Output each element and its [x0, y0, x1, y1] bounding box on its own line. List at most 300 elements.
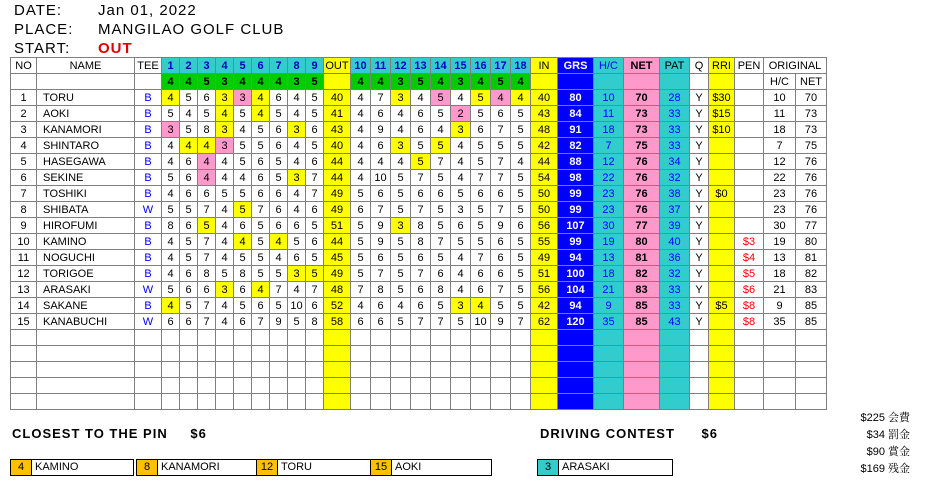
- gross-score: 82: [558, 138, 594, 154]
- blank: [764, 346, 796, 362]
- hole-score: 6: [491, 266, 511, 282]
- hole-score: 5: [306, 250, 324, 266]
- hole-score: 5: [198, 218, 216, 234]
- hole-score: 7: [491, 282, 511, 298]
- penalty: [735, 122, 764, 138]
- hole-score: 4: [234, 122, 252, 138]
- hole-score: 4: [162, 138, 180, 154]
- hole-number: 12: [391, 58, 411, 74]
- out-total: 40: [324, 138, 351, 154]
- player-tee: B: [135, 266, 162, 282]
- hole-score: 7: [511, 314, 531, 330]
- blank: [491, 378, 511, 394]
- hole-score: 7: [252, 202, 270, 218]
- blank: [234, 362, 252, 378]
- blank: [431, 378, 451, 394]
- blank: [216, 346, 234, 362]
- blank: [660, 330, 690, 346]
- winner-hole: 8: [137, 460, 158, 475]
- hole-score: 4: [216, 218, 234, 234]
- hole-score: 4: [198, 154, 216, 170]
- hole-score: 5: [270, 106, 288, 122]
- blank: [796, 362, 827, 378]
- place-value: MANGILAO GOLF CLUB: [98, 21, 285, 38]
- blank: [180, 394, 198, 410]
- out-total: 45: [324, 250, 351, 266]
- blank: [252, 346, 270, 362]
- par-value: 3: [391, 74, 411, 90]
- penalty: [735, 90, 764, 106]
- blank: [252, 394, 270, 410]
- blank: [660, 394, 690, 410]
- hole-score: 7: [491, 170, 511, 186]
- blank: [162, 394, 180, 410]
- par-value: 4: [234, 74, 252, 90]
- blank: [558, 330, 594, 346]
- hole-score: 5: [511, 266, 531, 282]
- blank: [531, 74, 558, 90]
- player-row: [11, 138, 827, 154]
- penalty: [735, 106, 764, 122]
- rri: [709, 250, 735, 266]
- hole-score: 6: [371, 314, 391, 330]
- player-no: 4: [11, 138, 37, 154]
- in-total: 50: [531, 186, 558, 202]
- money-label: 賞金: [888, 446, 910, 458]
- col-orig-net: NET: [796, 74, 827, 90]
- hole-score: 6: [411, 186, 431, 202]
- blank: [234, 378, 252, 394]
- hole-score: 5: [216, 186, 234, 202]
- player-row: [11, 202, 827, 218]
- blank: [764, 362, 796, 378]
- col-rri: RRI: [709, 58, 735, 74]
- blank: [288, 362, 306, 378]
- blank: [37, 330, 135, 346]
- hole-score: 6: [180, 170, 198, 186]
- par-value: 4: [471, 74, 491, 90]
- hole-score: 4: [162, 266, 180, 282]
- in-total: 50: [531, 202, 558, 218]
- hole-score: 7: [371, 90, 391, 106]
- penalty: [735, 218, 764, 234]
- hole-score: 6: [491, 234, 511, 250]
- blank: [351, 362, 371, 378]
- player-name: HASEGAWA: [37, 154, 135, 170]
- qualified: Y: [690, 170, 709, 186]
- qualified: Y: [690, 218, 709, 234]
- blank: [37, 394, 135, 410]
- hole-score: 6: [411, 250, 431, 266]
- blank: [624, 378, 660, 394]
- out-total: 49: [324, 202, 351, 218]
- out-total: 51: [324, 218, 351, 234]
- qualified: Y: [690, 106, 709, 122]
- closest-label: CLOSEST TO THE PIN: [12, 426, 168, 441]
- hole-score: 4: [491, 90, 511, 106]
- blank: [180, 362, 198, 378]
- date-label: DATE:: [14, 2, 63, 19]
- gross-score: 80: [558, 90, 594, 106]
- place-label: PLACE:: [14, 21, 74, 38]
- blank: [491, 394, 511, 410]
- blank: [391, 330, 411, 346]
- hole-score: 8: [162, 218, 180, 234]
- player-tee: B: [135, 154, 162, 170]
- out-total: 40: [324, 90, 351, 106]
- hole-score: 4: [288, 90, 306, 106]
- hole-score: 4: [288, 138, 306, 154]
- blank: [11, 394, 37, 410]
- player-no: 3: [11, 122, 37, 138]
- hole-score: 6: [411, 282, 431, 298]
- blank: [431, 346, 451, 362]
- hole-score: 6: [306, 234, 324, 250]
- rri: [709, 138, 735, 154]
- hole-score: 4: [511, 154, 531, 170]
- winner-name: TORU: [281, 461, 312, 473]
- hole-score: 4: [198, 138, 216, 154]
- hole-score: 9: [270, 314, 288, 330]
- qualified: Y: [690, 250, 709, 266]
- hole-score: 6: [288, 218, 306, 234]
- hole-number: 5: [234, 58, 252, 74]
- player-name: TORU: [37, 90, 135, 106]
- hole-score: 6: [180, 282, 198, 298]
- player-tee: W: [135, 202, 162, 218]
- blank: [135, 362, 162, 378]
- penalty: $5: [735, 266, 764, 282]
- hole-score: 4: [451, 266, 471, 282]
- hole-score: 5: [431, 138, 451, 154]
- blank: [491, 362, 511, 378]
- blank: [594, 362, 624, 378]
- gross-score: 100: [558, 266, 594, 282]
- hole-score: 5: [511, 298, 531, 314]
- blank: [558, 74, 594, 90]
- handicap: 35: [594, 314, 624, 330]
- hole-score: 4: [288, 282, 306, 298]
- net-score: 76: [624, 154, 660, 170]
- hole-score: 6: [306, 298, 324, 314]
- net-score: 75: [624, 138, 660, 154]
- blank: [735, 74, 764, 90]
- blank: [252, 362, 270, 378]
- blank: [198, 330, 216, 346]
- rri: $10: [709, 122, 735, 138]
- blank: [660, 378, 690, 394]
- putts: 43: [660, 314, 690, 330]
- putts: 37: [660, 202, 690, 218]
- money-amount: $90: [866, 446, 885, 458]
- player-tee: B: [135, 186, 162, 202]
- par-value: 4: [252, 74, 270, 90]
- blank: [431, 394, 451, 410]
- hole-score: 6: [431, 266, 451, 282]
- hole-score: 10: [371, 170, 391, 186]
- player-row: [11, 314, 827, 330]
- par-value: 3: [451, 74, 471, 90]
- blank: [624, 330, 660, 346]
- hole-score: 4: [216, 250, 234, 266]
- out-total: 44: [324, 170, 351, 186]
- blank: [735, 330, 764, 346]
- blank: [37, 362, 135, 378]
- gross-score: 98: [558, 170, 594, 186]
- hole-score: 4: [216, 314, 234, 330]
- hole-score: 5: [162, 170, 180, 186]
- out-total: 52: [324, 298, 351, 314]
- player-no: 6: [11, 170, 37, 186]
- blank: [37, 346, 135, 362]
- hole-score: 6: [252, 186, 270, 202]
- hole-score: 5: [252, 266, 270, 282]
- blank: [431, 362, 451, 378]
- blank: [234, 394, 252, 410]
- blank: [431, 330, 451, 346]
- player-row: [11, 282, 827, 298]
- winner-hole: 4: [11, 460, 32, 475]
- original-hc: 7: [764, 138, 796, 154]
- hole-score: 8: [371, 282, 391, 298]
- hole-score: 3: [391, 138, 411, 154]
- hole-score: 5: [234, 154, 252, 170]
- qualified: Y: [690, 314, 709, 330]
- player-tee: B: [135, 250, 162, 266]
- hole-score: 8: [306, 314, 324, 330]
- blank: [371, 346, 391, 362]
- hole-score: 6: [162, 314, 180, 330]
- hole-score: 6: [411, 106, 431, 122]
- blank: [135, 346, 162, 362]
- original-net: 85: [796, 298, 827, 314]
- player-row: [11, 186, 827, 202]
- hole-score: 6: [180, 154, 198, 170]
- par-value: 5: [411, 74, 431, 90]
- hole-score: 5: [306, 106, 324, 122]
- closest-winner-1: [10, 459, 134, 476]
- blank: [735, 378, 764, 394]
- hole-score: 5: [351, 186, 371, 202]
- hole-score: 4: [252, 90, 270, 106]
- rri: $30: [709, 90, 735, 106]
- penalty: $8: [735, 298, 764, 314]
- player-no: 15: [11, 314, 37, 330]
- driving-prize: $6: [701, 426, 718, 441]
- blank: [324, 330, 351, 346]
- hole-score: 4: [351, 170, 371, 186]
- hole-score: 5: [431, 250, 451, 266]
- driving-contest: [540, 426, 718, 441]
- hole-score: 7: [411, 170, 431, 186]
- money-amount: $169: [860, 463, 885, 475]
- player-no: 2: [11, 106, 37, 122]
- start-value: OUT: [98, 40, 133, 57]
- blank: [270, 362, 288, 378]
- hole-score: 6: [451, 218, 471, 234]
- in-total: 42: [531, 298, 558, 314]
- hole-score: 5: [511, 250, 531, 266]
- hole-score: 3: [451, 298, 471, 314]
- money-row: [861, 444, 910, 461]
- hole-score: 6: [306, 122, 324, 138]
- rri: [709, 234, 735, 250]
- hole-score: 6: [471, 122, 491, 138]
- hole-score: 6: [198, 282, 216, 298]
- hole-score: 5: [511, 122, 531, 138]
- hole-score: 7: [270, 282, 288, 298]
- putts: 33: [660, 298, 690, 314]
- in-total: 49: [531, 250, 558, 266]
- blank: [690, 362, 709, 378]
- hole-score: 5: [252, 138, 270, 154]
- gross-score: 94: [558, 250, 594, 266]
- penalty: $6: [735, 282, 764, 298]
- blank: [371, 378, 391, 394]
- player-tee: B: [135, 170, 162, 186]
- blank: [270, 394, 288, 410]
- blank: [234, 346, 252, 362]
- hole-score: 7: [491, 154, 511, 170]
- hole-score: 3: [288, 170, 306, 186]
- original-net: 85: [796, 314, 827, 330]
- player-row: [11, 234, 827, 250]
- hole-score: 7: [411, 202, 431, 218]
- blank: [690, 330, 709, 346]
- hole-score: 7: [198, 234, 216, 250]
- hole-score: 4: [216, 154, 234, 170]
- gross-score: 99: [558, 234, 594, 250]
- blank: [180, 378, 198, 394]
- blank: [511, 330, 531, 346]
- par-value: 4: [180, 74, 198, 90]
- blank: [594, 394, 624, 410]
- hole-score: 5: [391, 250, 411, 266]
- col-q: Q: [690, 58, 709, 74]
- blank: [735, 346, 764, 362]
- col-hc: H/C: [594, 58, 624, 74]
- penalty: $4: [735, 250, 764, 266]
- hole-score: 5: [234, 202, 252, 218]
- hole-score: 4: [451, 154, 471, 170]
- hole-score: 6: [371, 250, 391, 266]
- blank: [660, 362, 690, 378]
- penalty: $8: [735, 314, 764, 330]
- hole-score: 4: [411, 90, 431, 106]
- blank: [796, 346, 827, 362]
- in-total: 48: [531, 122, 558, 138]
- blank: [709, 378, 735, 394]
- blank: [451, 378, 471, 394]
- hole-score: 5: [270, 298, 288, 314]
- blank: [709, 330, 735, 346]
- blank: [135, 330, 162, 346]
- original-net: 76: [796, 154, 827, 170]
- hole-score: 6: [351, 314, 371, 330]
- in-total: 44: [531, 154, 558, 170]
- blank: [594, 74, 624, 90]
- blank: [391, 378, 411, 394]
- hole-score: 5: [252, 250, 270, 266]
- player-tee: W: [135, 282, 162, 298]
- col-name: NAME: [37, 58, 135, 74]
- hole-score: 5: [351, 218, 371, 234]
- hole-score: 5: [411, 138, 431, 154]
- qualified: Y: [690, 266, 709, 282]
- blank: [351, 378, 371, 394]
- putts: 34: [660, 154, 690, 170]
- penalty: [735, 138, 764, 154]
- hole-score: 5: [270, 170, 288, 186]
- par-value: 4: [351, 74, 371, 90]
- hole-score: 7: [306, 282, 324, 298]
- player-tee: B: [135, 298, 162, 314]
- blank: [764, 330, 796, 346]
- gross-score: 91: [558, 122, 594, 138]
- hole-score: 6: [234, 218, 252, 234]
- hole-number: 18: [511, 58, 531, 74]
- hole-score: 5: [491, 298, 511, 314]
- col-grs: GRS: [558, 58, 594, 74]
- hole-score: 6: [180, 266, 198, 282]
- hole-score: 6: [371, 106, 391, 122]
- original-net: 70: [796, 90, 827, 106]
- money-label: 会費: [888, 412, 910, 424]
- gross-score: 94: [558, 298, 594, 314]
- original-hc: 18: [764, 122, 796, 138]
- hole-score: 5: [431, 170, 451, 186]
- blank: [558, 346, 594, 362]
- hole-score: 4: [371, 154, 391, 170]
- closest-to-pin: [12, 426, 207, 441]
- col-pen: PEN: [735, 58, 764, 74]
- hole-score: 3: [216, 282, 234, 298]
- original-hc: 10: [764, 90, 796, 106]
- col-no: NO: [11, 58, 37, 74]
- blank: [198, 394, 216, 410]
- blank: [411, 378, 431, 394]
- hole-number: 15: [451, 58, 471, 74]
- original-hc: 23: [764, 186, 796, 202]
- hole-score: 4: [351, 122, 371, 138]
- original-hc: 9: [764, 298, 796, 314]
- player-tee: B: [135, 138, 162, 154]
- hole-score: 6: [270, 202, 288, 218]
- hole-score: 7: [431, 314, 451, 330]
- hole-score: 8: [411, 234, 431, 250]
- hole-score: 5: [306, 218, 324, 234]
- in-total: 40: [531, 90, 558, 106]
- blank: [558, 394, 594, 410]
- blank: [135, 378, 162, 394]
- hole-score: 6: [471, 186, 491, 202]
- out-total: 44: [324, 154, 351, 170]
- hole-score: 5: [391, 314, 411, 330]
- hole-score: 4: [162, 250, 180, 266]
- hole-score: 4: [162, 90, 180, 106]
- hole-score: 5: [180, 250, 198, 266]
- blank: [709, 362, 735, 378]
- hole-score: 5: [411, 154, 431, 170]
- in-total: 43: [531, 106, 558, 122]
- qualified: Y: [690, 186, 709, 202]
- money-label: 罰金: [888, 429, 910, 441]
- hole-score: 7: [431, 234, 451, 250]
- hole-score: 6: [471, 266, 491, 282]
- blank: [234, 330, 252, 346]
- hole-score: 5: [351, 250, 371, 266]
- handicap: 11: [594, 106, 624, 122]
